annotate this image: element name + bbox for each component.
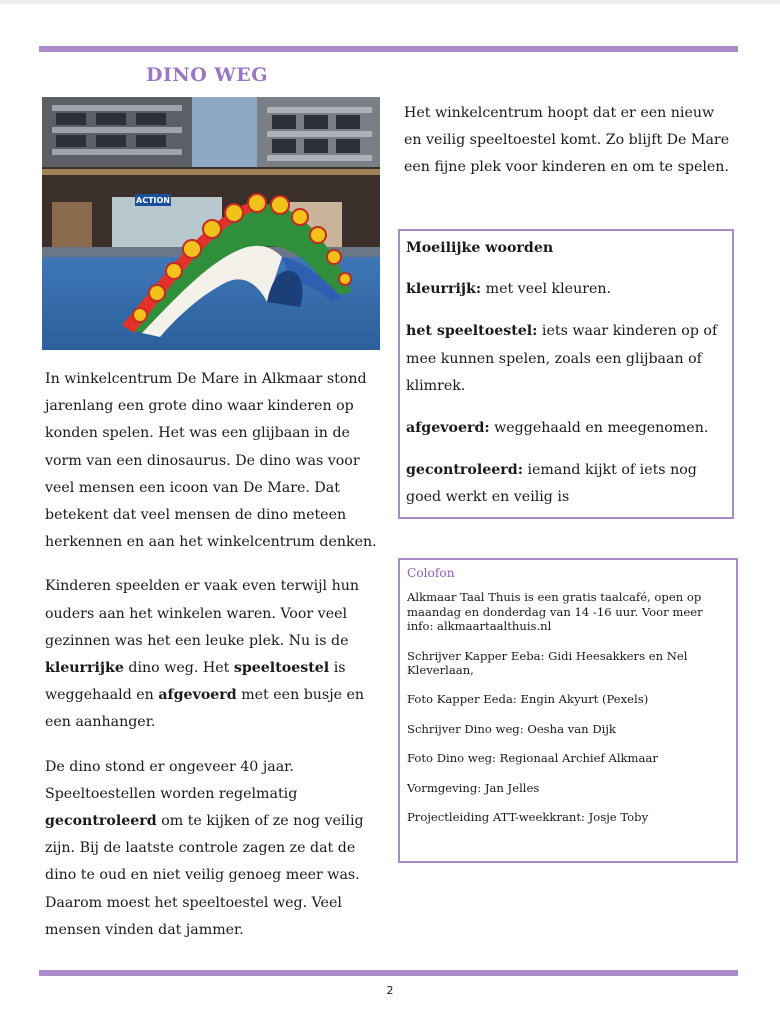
vocab-term: het speeltoestel: <box>406 323 538 340</box>
vocab-definition: met veel kleuren. <box>481 281 612 298</box>
article-right-column <box>404 100 734 182</box>
colofon-heading: Colofon <box>407 566 455 580</box>
text-span: De dino stond er ongeveer 40 jaar. Speeltoestellen worden regelmatig <box>45 758 298 802</box>
page-title: DINO WEG <box>146 64 268 86</box>
vocab-item <box>406 318 726 400</box>
colofon-line: Vormgeving: Jan Jelles <box>407 780 540 795</box>
bottom-divider <box>39 970 738 976</box>
bold-term: kleurrijke <box>45 660 124 677</box>
colofon-line: Schrijver Kapper Eeba: Gidi Heesakkers en Nel Kleverlaan, <box>407 648 688 678</box>
text-span: Kinderen speelden er vaak even terwijl hun ouders aan het winkelen waren. Voor veel gezinnen was het een leuke plek. Nu is de <box>45 578 359 649</box>
colofon-line: Schrijver Dino weg: Oesha van Dijk <box>407 721 616 736</box>
bold-term: gecontroleerd <box>45 813 157 830</box>
vocab-item <box>406 457 726 511</box>
vocab-definition: iemand kijkt of iets nog goed werkt en veilig is <box>406 462 697 506</box>
vocab-definition: weggehaald en meegenomen. <box>489 420 709 437</box>
text-span: dino weg. Het <box>123 660 234 677</box>
text-span: is weggehaald en <box>45 660 346 704</box>
vocabulary-box <box>398 229 734 519</box>
article-paragraph-3 <box>45 754 380 944</box>
colofon-line: Foto Dino weg: Regionaal Archief Alkmaar <box>407 751 658 766</box>
vocab-term: kleurrijk: <box>406 281 482 298</box>
page-number: 2 <box>386 984 394 997</box>
colofon-line: Foto Kapper Eeda: Engin Akyurt (Pexels) <box>407 692 649 707</box>
colofon-box <box>398 558 738 863</box>
vocab-item <box>406 276 726 303</box>
store-sign: ACTION <box>136 196 170 205</box>
article-paragraph-2 <box>45 573 380 736</box>
top-strip <box>0 0 780 4</box>
colofon-line: Alkmaar Taal Thuis is een gratis taalcafé, open op maandag en donderdag van 14 -16 uur. Voor meer info: alkmaartaalthuis.nl <box>407 590 703 634</box>
top-divider <box>39 46 738 52</box>
vocab-item <box>406 415 726 442</box>
article-left-column <box>45 366 380 961</box>
vocab-term: gecontroleerd: <box>406 462 523 479</box>
article-paragraph-4: Het winkelcentrum hoopt dat er een nieuw en veilig speeltoestel komt. Zo blijft De Mare een fijne plek voor kinderen en om te spelen. <box>404 105 730 176</box>
bold-term: afgevoerd <box>158 687 237 704</box>
text-span: met een busje en een aanhanger. <box>45 687 365 731</box>
text-span: om te kijken of ze nog veilig zijn. Bij de laatste controle zagen ze dat de dino te oud en niet veilig genoeg meer was. Daarom moest het speeltoestel weg. Veel mensen vinden dat jammer. <box>45 813 364 938</box>
bold-term: speeltoestel <box>233 660 330 677</box>
vocab-definition: iets waar kinderen op of mee kunnen spelen, zoals een glijbaan of klimrek. <box>406 323 718 394</box>
vocabulary-heading: Moeilijke woorden <box>406 240 554 256</box>
article-paragraph-1: In winkelcentrum De Mare in Alkmaar stond jarenlang een grote dino waar kinderen op konden spelen. Het was een glijbaan in de vorm van een dinosaurus. De dino was voor veel mensen een icoon van De Mare. Dat betekent dat veel mensen de dino meteen herkennen en aan het winkelcentrum denken. <box>45 371 377 551</box>
vocab-term: afgevoerd: <box>406 420 490 437</box>
dino-slide-photo <box>42 97 380 350</box>
colofon-line: Projectleiding ATT-weekkrant: Josje Toby <box>407 810 649 825</box>
